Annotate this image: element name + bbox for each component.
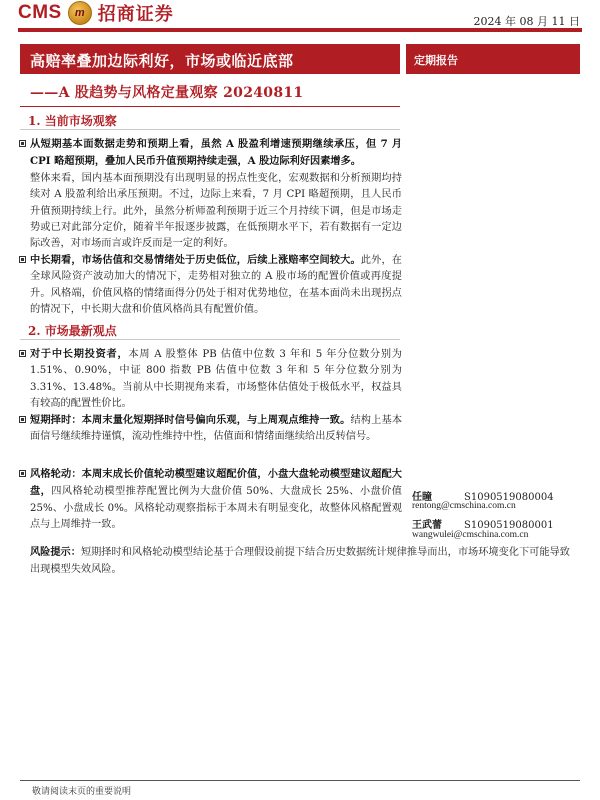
title-bar xyxy=(20,44,400,74)
footer-divider xyxy=(20,780,580,781)
s2-bullet-1-bold: 对于中长期投资者， xyxy=(30,348,129,360)
analyst-1-license: S1090519080004 xyxy=(464,492,554,503)
footer-note: 敬请阅读末页的重要说明 xyxy=(32,787,132,797)
s1-bullet-1-text: 整体来看，国内基本面预期没有出现明显的拐点性变化，宏观数据和分析预期均持续对 A 股盈利给出承压预期。不过，边际上来看，7 月 CPI 略超预期，且人民币升值预期持续上行。此外，虽然分析师盈利预期于近三个月持续下调，但是市场走势或已对此部分定价，随着半年报逐步披露，在低预期水平下，若有数据有一定边际改善，对市场而言或许反而是一定的利好。 xyxy=(30,172,402,250)
s2-bullet-3-bold: 风格轮动：本周末成长价值轮动模型建议超配价值，小盘大盘轮动模型建议超配大盘， xyxy=(30,468,402,498)
section-2-title: 2. 市场最新观点 xyxy=(28,324,117,338)
risk-text: 短期择时和风格轮动模型结论基于合理假设前提下结合历史数据统计规律推导而出，市场环境变化下可能导致出现模型失效风险。 xyxy=(30,547,570,575)
section-2-divider xyxy=(20,339,400,340)
report-title: 高赔率叠加边际利好，市场或临近底部 xyxy=(30,52,294,70)
report-subtitle: ——A 股趋势与风格定量观察 20240811 xyxy=(30,85,304,101)
bullet-square-icon xyxy=(19,350,26,357)
analyst-1-email[interactable]: rentong@cmschina.com.cn xyxy=(412,501,516,511)
s2-bullet-1 xyxy=(30,346,402,413)
analyst-2-name: 王武蕾 xyxy=(412,520,442,531)
subtitle-divider xyxy=(20,106,400,107)
header-divider xyxy=(18,28,582,32)
s2-bullet-3-text: 四风格轮动模型推荐配置比例为大盘价值 50%、大盘成长 25%、小盘价值 25%、小盘成长 0%。风格轮动观察指标于本周未有明显变化，故整体风格配置观点与上周维持一致。 xyxy=(30,486,402,531)
bullet-square-icon xyxy=(19,470,26,477)
analyst-2 xyxy=(412,516,554,531)
report-date: 2024 年 08 月 11 日 xyxy=(473,15,580,28)
logo-cms-text: CMS xyxy=(18,2,62,23)
bullet-square-icon xyxy=(19,256,26,263)
analyst-2-license: S1090519080001 xyxy=(464,520,554,531)
logo-emblem-icon: m xyxy=(68,1,92,25)
report-type-label: 定期报告 xyxy=(414,54,458,67)
analyst-1-name: 任瞳 xyxy=(412,492,432,503)
analyst-2-email[interactable]: wangwulei@cmschina.com.cn xyxy=(412,530,529,540)
s1-bullet-2-bold: 中长期看，市场估值和交易情绪处于历史低位，后续上涨赔率空间较大。 xyxy=(30,254,361,266)
side-bar xyxy=(406,44,580,74)
bullet-square-icon xyxy=(19,416,26,423)
risk-disclosure xyxy=(30,544,578,578)
s1-bullet-1-bold: 从短期基本面数据走势和预期上看，虽然 A 股盈利增速预期继续承压，但 7 月 CPI 略超预期，叠加人民币升值预期持续走强，A 股边际利好因素增多。 xyxy=(30,138,402,168)
risk-label: 风险提示： xyxy=(30,546,81,558)
s1-bullet-2 xyxy=(30,252,402,319)
s1-bullet-2-text: 此外，在全球风险资产波动加大的情况下，走势相对独立的 A 股市场的配置价值或再度提升。风格端，价值风格的情绪面得分仍处于相对优势地位，在基本面尚未出现拐点的情况下，中长期大盘和价值风格尚具有配置价值。 xyxy=(30,255,402,316)
s2-bullet-2 xyxy=(30,412,402,446)
company-logo xyxy=(18,0,174,26)
s2-bullet-2-bold: 短期择时：本周末量化短期择时信号偏向乐观，与上周观点维持一致。 xyxy=(30,414,351,426)
s1-bullet-1 xyxy=(30,136,402,253)
s2-bullet-2-text: 结构上基本面信号继续维持谨慎，流动性维持中性，估值面和情绪面继续给出反转信号。 xyxy=(30,415,403,443)
section-1-divider xyxy=(20,129,400,130)
s2-bullet-1-text: 本周 A 股整体 PB 估值中位数 3 年和 5 年分位数分别为 1.51%、0.90%，中证 800 指数 PB 估值中位数 3 年和 5 年分位数分别为 3.31%、13.48%。当前从中长期视角来看，市场整体估值处于极低水平，权益具有较高的配置性价比。 xyxy=(30,349,402,410)
section-1-title: 1. 当前市场观察 xyxy=(28,114,117,128)
s2-bullet-3 xyxy=(30,466,402,534)
logo-chinese-text: 招商证券 xyxy=(97,4,174,25)
bullet-square-icon xyxy=(19,140,26,147)
